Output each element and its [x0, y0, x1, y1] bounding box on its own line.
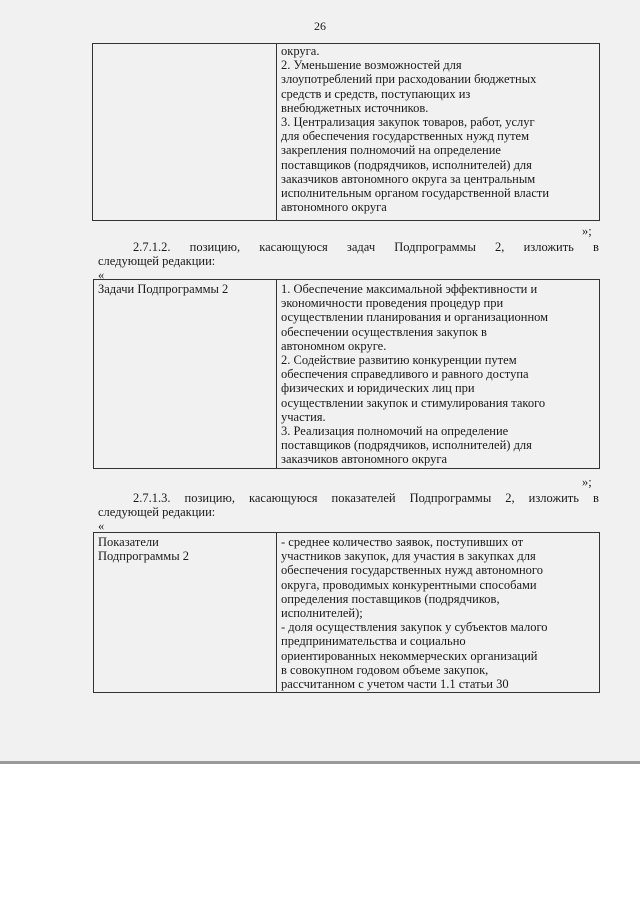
cell-line: Подпрограммы 2 [98, 549, 189, 564]
word: в [593, 491, 599, 505]
word: позицию, [184, 491, 235, 505]
cell-line: поставщиков (подрядчиков, исполнителей) для [281, 157, 532, 172]
cell-line: физических и юридических лиц при [281, 381, 475, 396]
table-cell-right [277, 44, 600, 221]
cell-line: исполнительным органом государственной власти [281, 186, 550, 201]
cell-line: участников закупок, для участия в закупках для [281, 549, 536, 564]
cell-line: участия. [281, 409, 326, 424]
table-indicators [93, 532, 600, 693]
cell-line: - среднее количество заявок, поступивших от [281, 535, 524, 549]
table-tasks [93, 279, 600, 469]
cell-line: исполнителей); [281, 606, 363, 621]
closing-quote: »; [582, 224, 592, 238]
word: Подпрограммы [409, 491, 492, 505]
word: задач [346, 240, 376, 254]
cell-line: 3. Реализация полномочий на определение [281, 424, 509, 439]
cell-line: предпринимательства и социально [281, 634, 466, 649]
table-cell-right [277, 280, 600, 469]
word: касающуюся [248, 491, 318, 505]
cell-line: поставщиков (подрядчиков, исполнителей) для [281, 438, 532, 453]
cell-line: заказчиков автономного округа [281, 452, 448, 467]
cell-line: заказчиков автономного округа за центральным [281, 171, 536, 186]
cell-line: автономного округа [281, 200, 387, 215]
cell-line: для обеспечения государственных нужд путем [281, 129, 530, 144]
table-cell-left [94, 533, 277, 693]
cell-line: обеспечения государственных нужд автономного [281, 563, 543, 578]
cell-line: 2. Содействие развитию конкуренции путем [281, 353, 517, 368]
cell-line: ориентированных некоммерческих организаций [281, 648, 538, 663]
table-cell-left: Задачи Подпрограммы 2 [94, 280, 277, 469]
cell-line: в совокупном годовом объеме закупок, [281, 662, 489, 677]
word: Подпрограммы [394, 240, 476, 254]
cell-line: осуществлении планирования и организационном [281, 310, 549, 325]
table-cell-left [93, 44, 277, 221]
page-number: 26 [314, 19, 326, 33]
open-quote: « [98, 268, 105, 282]
word: изложить [523, 240, 574, 254]
paragraph-line [133, 491, 599, 505]
cell-line: округа, проводимых конкурентными способами [281, 577, 537, 592]
cell-line: - доля осуществления закупок у субъектов малого [281, 620, 548, 635]
cell-line: определения поставщиков (подрядчиков, [281, 591, 500, 606]
closing-quote: »; [582, 475, 592, 489]
cell-line: закрепления полномочий на определение [281, 143, 501, 158]
clause-number: 2.7.1.2. [133, 240, 171, 254]
word: в [593, 240, 599, 254]
cell-line: округа. [281, 44, 320, 58]
paragraph-line: следующей редакции: [98, 254, 216, 268]
cell-line: обеспечении осуществления закупок в [281, 324, 487, 339]
word: позицию, [189, 240, 241, 254]
word: 2, [505, 491, 515, 505]
cell-line: обеспечения справедливого и равного доступа [281, 367, 529, 382]
cell-line: 2. Уменьшение возможностей для [281, 58, 462, 73]
paragraph-line: следующей редакции: [98, 505, 216, 519]
word: 2, [495, 240, 505, 254]
cell-line: осуществлении закупок и стимулирования такого [281, 395, 546, 410]
word: касающуюся [259, 240, 328, 254]
paragraph-line [133, 240, 599, 254]
word: изложить [528, 491, 579, 505]
cell-line: автономном округе. [281, 338, 387, 353]
cell-line: 1. Обеспечение максимальной эффективности и [281, 282, 538, 296]
cell-line: внебюджетных источников. [281, 100, 429, 115]
cell-line: рассчитанном с учетом части 1.1 статьи 30 [281, 677, 509, 692]
cell-line: экономичности проведения процедур при [281, 296, 504, 311]
cell-line: средств и средств, поступающих из [281, 86, 471, 101]
open-quote: « [98, 519, 105, 533]
table-cell-right [277, 533, 600, 693]
cell-line: злоупотреблений при расходовании бюджетных [281, 72, 537, 87]
cell-line: Показатели [98, 535, 159, 549]
clause-number: 2.7.1.3. [133, 491, 171, 505]
cell-line: 3. Централизация закупок товаров, работ, услуг [281, 115, 535, 130]
table-continuation [92, 43, 600, 221]
word: показателей [331, 491, 396, 505]
